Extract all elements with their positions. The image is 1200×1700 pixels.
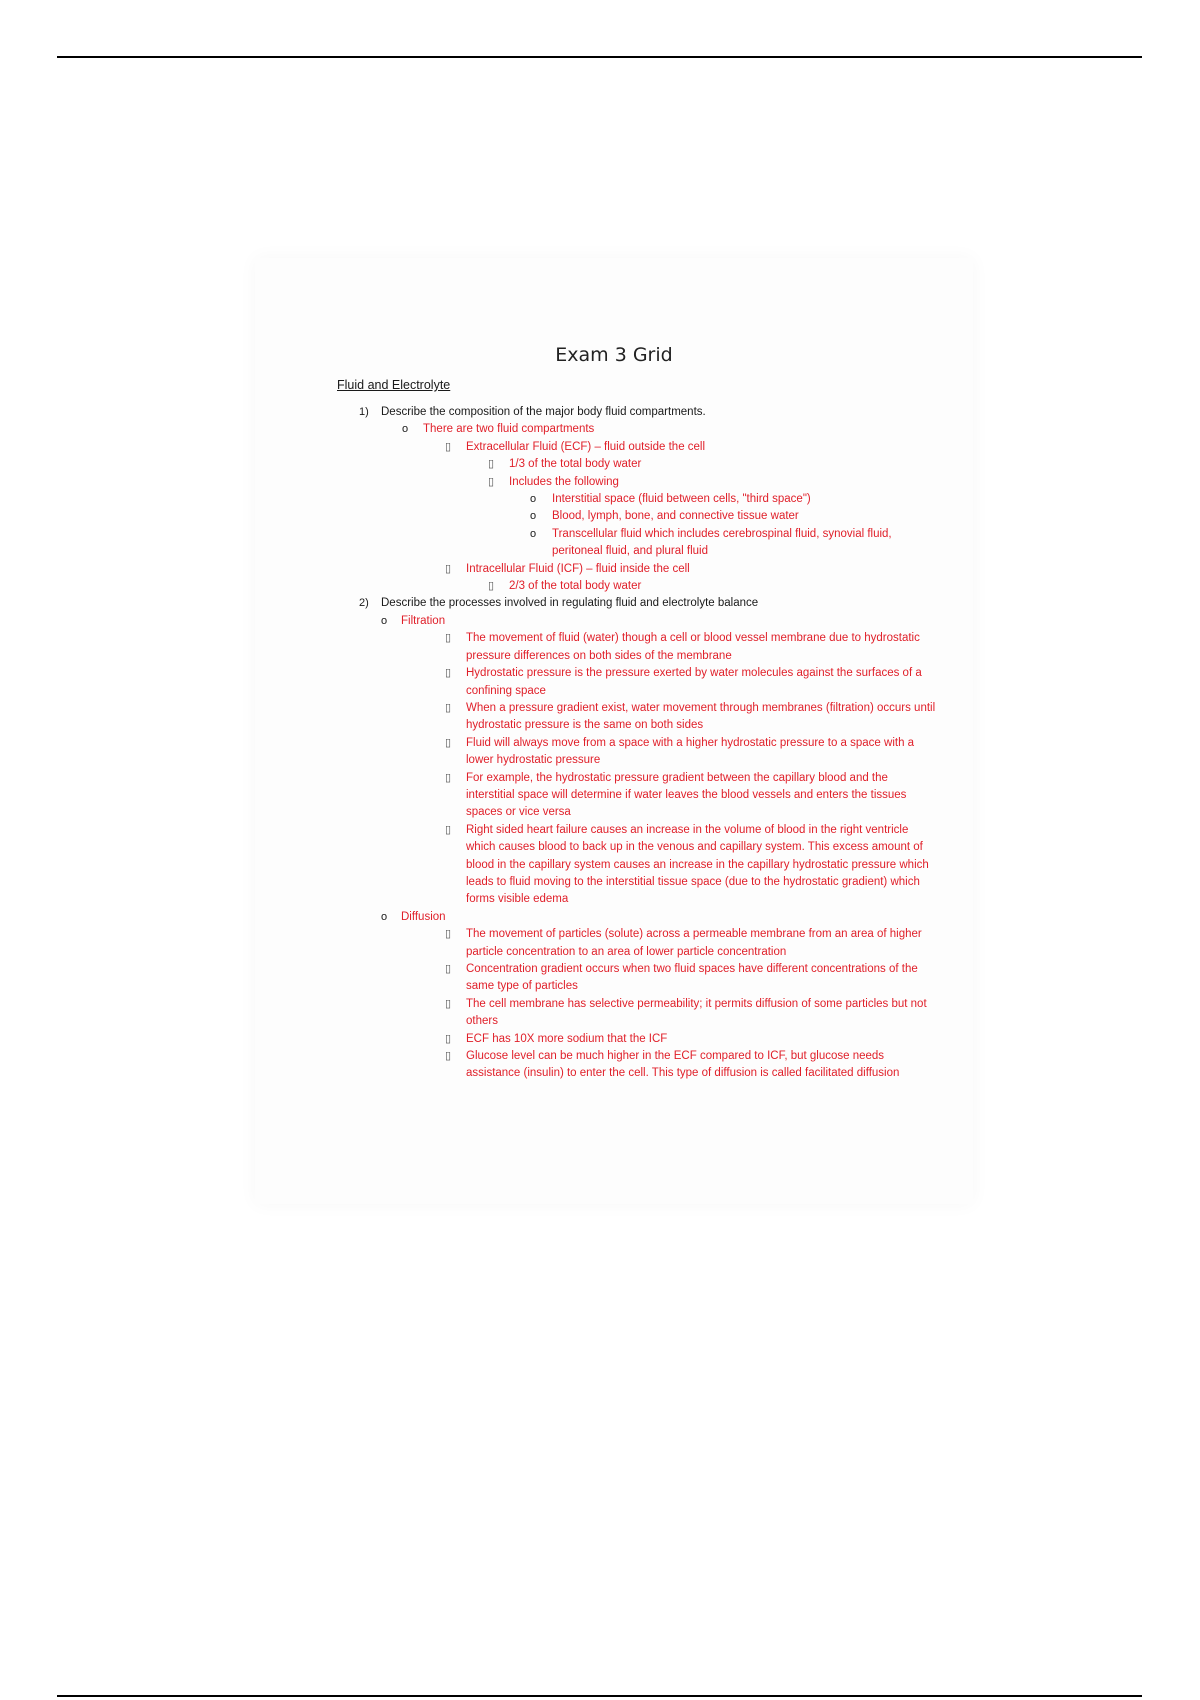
square-bullet-icon: ▯ xyxy=(488,475,495,488)
list-item: ▯ Glucose level can be much higher in the ECF compared to ICF, but glucose needs assistance (insulin) to enter the cell. This type of diffusion is called facilitated diffusion xyxy=(445,1050,900,1080)
hollow-bullet-icon: o xyxy=(530,493,537,506)
square-bullet-icon: ▯ xyxy=(445,667,452,680)
section-heading: Fluid and Electrolyte xyxy=(337,378,451,392)
list-item: ▯ ECF has 10X more sodium that the ICF xyxy=(255,1031,973,1048)
square-bullet-icon: ▯ xyxy=(445,823,452,836)
question-number: 2) xyxy=(359,597,369,610)
list-item: ▯ Hydrostatic pressure is the pressure exerted by water molecules against the surfaces of a confining space xyxy=(445,667,922,697)
hollow-bullet-icon: o xyxy=(530,510,537,523)
square-bullet-icon: ▯ xyxy=(445,928,452,941)
question-2 xyxy=(255,595,973,612)
list-item: ▯ 2/3 of the total body water xyxy=(255,578,973,595)
list-item: ▯ Intracellular Fluid (ICF) – fluid inside the cell xyxy=(255,561,973,578)
bottom-rule xyxy=(57,1695,1142,1697)
list-item: o Blood, lymph, bone, and connective tissue water xyxy=(255,508,973,525)
list-item: ▯ When a pressure gradient exist, water movement through membranes (filtration) occurs until hydrostatic pressure is the same on both sides xyxy=(445,701,936,732)
document-page xyxy=(255,258,973,1204)
list-item: ▯ Fluid will always move from a space with a higher hydrostatic pressure to a space with a lower hydrostatic pressure xyxy=(445,736,915,767)
hollow-bullet-icon: o xyxy=(402,423,409,436)
square-bullet-icon: ▯ xyxy=(445,562,452,575)
list-item: o Transcellular fluid which includes cerebrospinal fluid, synovial fluid, peritoneal fluid, and plural fluid xyxy=(530,527,892,558)
subsection-diffusion: o Diffusion xyxy=(255,909,973,926)
list-item: ▯ For example, the hydrostatic pressure gradient between the capillary blood and the interstitial space will determine if water leaves the blood vessels and enters the tissues spaces or vice versa xyxy=(445,771,907,819)
list-item: o Interstitial space (fluid between cells, "third space") xyxy=(255,491,973,508)
top-rule xyxy=(57,56,1142,58)
square-bullet-icon: ▯ xyxy=(488,580,495,593)
outline xyxy=(255,404,973,1083)
square-bullet-icon: ▯ xyxy=(445,997,452,1010)
square-bullet-icon: ▯ xyxy=(445,963,452,975)
list-item: ▯ Concentration gradient occurs when two fluid spaces have different concentrations of the same type of particles xyxy=(445,963,918,993)
square-bullet-icon: ▯ xyxy=(445,736,452,749)
square-bullet-icon: ▯ xyxy=(445,440,452,453)
square-bullet-icon: ▯ xyxy=(445,701,452,714)
hollow-bullet-icon: o xyxy=(530,527,537,540)
list-item: ▯ Right sided heart failure causes an increase in the volume of blood in the right ventricle which causes blood to back up in the venous and capillary system. This excess amount of blood in the capillary system causes an increase in the capillary hydrostatic pressure which leads to fluid moving to the interstitial tissue space (due to the hydrostatic gradient) which forms visible edema xyxy=(445,823,929,906)
question-text: Describe the composition of the major body fluid compartments. xyxy=(381,406,706,418)
list-item: ▯ The movement of fluid (water) though a cell or blood vessel membrane due to hydrostatic pressure differences on both sides of the membrane xyxy=(445,632,920,662)
page-title: Exam 3 Grid xyxy=(555,344,673,366)
square-bullet-icon: ▯ xyxy=(445,1032,452,1045)
subsection-filtration: o Filtration xyxy=(255,613,973,630)
list-item: ▯ 1/3 of the total body water xyxy=(255,456,973,473)
question-number: 1) xyxy=(359,406,369,418)
hollow-bullet-icon: o xyxy=(381,614,388,627)
square-bullet-icon: ▯ xyxy=(445,1050,452,1063)
question-text: Describe the processes involved in regulating fluid and electrolyte balance xyxy=(381,597,759,610)
list-item: ▯ The movement of particles (solute) across a permeable membrane from an area of higher particle concentration to an area of lower particle concentration xyxy=(445,928,922,958)
list-item: ▯ Includes the following xyxy=(255,474,973,491)
square-bullet-icon: ▯ xyxy=(488,458,495,471)
list-item: o There are two fluid compartments xyxy=(255,421,973,438)
hollow-bullet-icon: o xyxy=(381,910,388,923)
list-item: ▯ Extracellular Fluid (ECF) – fluid outside the cell xyxy=(255,439,973,456)
list-item: ▯ The cell membrane has selective permeability; it permits diffusion of some particles but not others xyxy=(445,997,927,1028)
square-bullet-icon: ▯ xyxy=(445,632,452,645)
square-bullet-icon: ▯ xyxy=(445,771,452,784)
question-1 xyxy=(255,404,973,421)
